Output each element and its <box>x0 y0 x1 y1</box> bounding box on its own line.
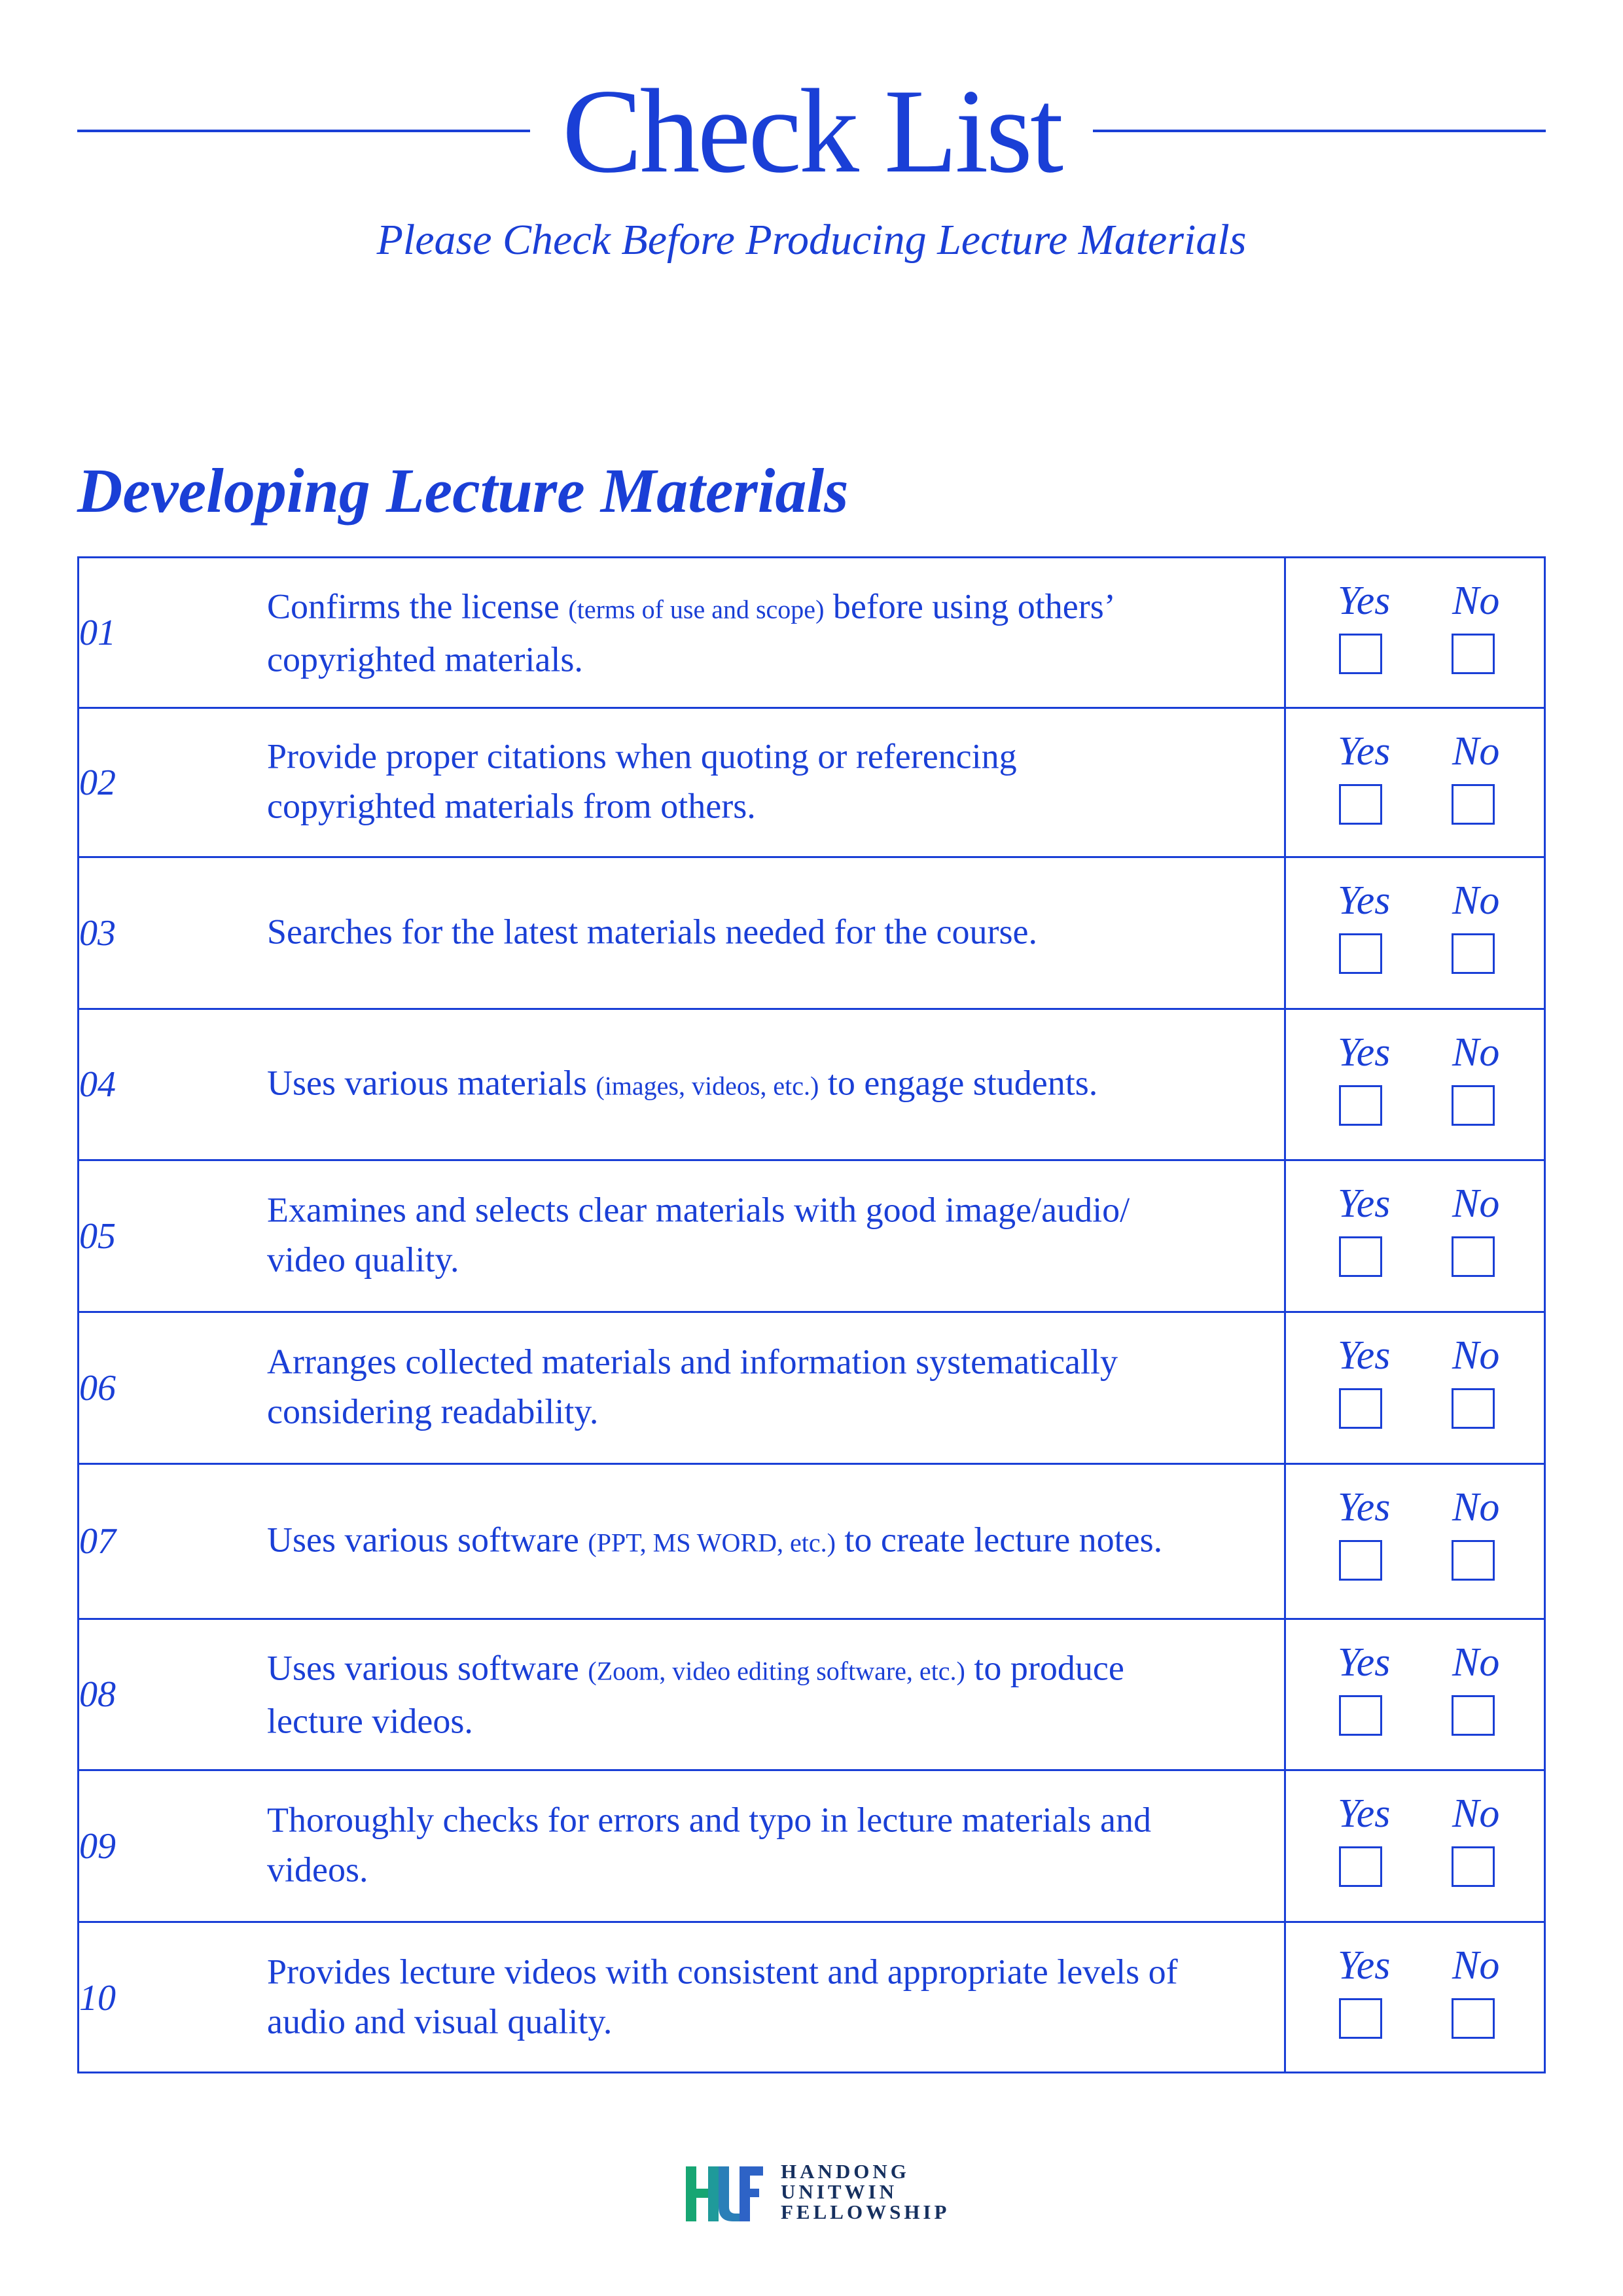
no-checkbox[interactable] <box>1452 1998 1495 2039</box>
no-checkbox[interactable] <box>1452 1695 1495 1736</box>
item-text-pre: Uses various software <box>267 1648 588 1688</box>
item-text-pre: Provide proper citations when quoting or referencing copyrighted materials from others. <box>267 736 1017 825</box>
yes-checkbox[interactable] <box>1339 1846 1382 1887</box>
checklist-row <box>79 1769 1544 1921</box>
checklist-row <box>79 856 1544 1008</box>
item-description <box>267 1336 1183 1439</box>
item-text-small: (images, videos, etc.) <box>596 1071 819 1101</box>
item-text-post: before using others’ copyrighted materials. <box>267 586 1113 679</box>
yes-label: Yes <box>1338 1333 1391 1378</box>
no-checkbox[interactable] <box>1452 784 1495 825</box>
page-subtitle: Please Check Before Producing Lecture Materials <box>376 216 1247 264</box>
item-text-pre: Provides lecture videos with consistent and appropriate levels of audio and visual quality. <box>267 1952 1178 2041</box>
page-title: Check List <box>562 64 1061 198</box>
yes-checkbox[interactable] <box>1339 933 1382 974</box>
logo-line-1: HANDONG <box>781 2160 910 2183</box>
item-text-post: to create lecture notes. <box>835 1520 1163 1560</box>
yes-checkbox[interactable] <box>1339 1388 1382 1429</box>
item-text-pre: Thoroughly checks for errors and typo in lecture materials and videos. <box>267 1800 1152 1889</box>
checklist-row <box>79 1921 1544 2073</box>
yes-checkbox[interactable] <box>1339 784 1382 825</box>
checklist-row <box>79 1159 1544 1311</box>
huf-logo-mark-icon <box>686 2161 764 2224</box>
item-description <box>267 1795 1183 1897</box>
yes-label: Yes <box>1338 1030 1391 1075</box>
item-text-small: (PPT, MS WORD, etc.) <box>588 1528 836 1558</box>
checklist-table <box>77 556 1546 2073</box>
no-checkbox[interactable] <box>1452 933 1495 974</box>
item-number: 09 <box>79 1825 116 1867</box>
no-checkbox[interactable] <box>1452 1540 1495 1581</box>
no-checkbox[interactable] <box>1452 1388 1495 1429</box>
yes-label: Yes <box>1338 1181 1391 1226</box>
no-label: No <box>1452 1640 1500 1685</box>
item-description <box>267 906 1183 960</box>
yes-checkbox[interactable] <box>1339 1085 1382 1126</box>
item-description <box>267 1185 1183 1287</box>
item-description <box>267 581 1183 684</box>
no-label: No <box>1452 1943 1500 1988</box>
yes-checkbox[interactable] <box>1339 1695 1382 1736</box>
item-text-small: (terms of use and scope) <box>568 594 825 624</box>
section-heading: Developing Lecture Materials <box>77 456 849 526</box>
logo-line-3: FELLOWSHIP <box>781 2200 950 2223</box>
item-number: 04 <box>79 1064 116 1105</box>
yes-checkbox[interactable] <box>1339 1236 1382 1277</box>
item-number: 07 <box>79 1521 116 1562</box>
handong-unitwin-logo <box>686 2161 948 2227</box>
checklist-row <box>79 558 1544 707</box>
yes-label: Yes <box>1338 1791 1391 1836</box>
item-description <box>267 1515 1183 1568</box>
checklist-row <box>79 1618 1544 1769</box>
item-number: 08 <box>79 1674 116 1715</box>
item-number: 01 <box>79 612 116 653</box>
no-label: No <box>1452 1791 1500 1836</box>
no-label: No <box>1452 1030 1500 1075</box>
item-description <box>267 1058 1183 1111</box>
item-number: 06 <box>79 1367 116 1408</box>
no-label: No <box>1452 878 1500 923</box>
item-text-post: to produce lecture videos. <box>267 1648 1124 1741</box>
yes-label: Yes <box>1338 878 1391 923</box>
item-text-pre: Confirms the license <box>267 586 569 626</box>
item-text-pre: Searches for the latest materials needed for the course. <box>267 912 1037 951</box>
title-rule-right <box>1093 130 1546 132</box>
item-number: 03 <box>79 912 116 954</box>
item-description <box>267 1946 1183 2049</box>
no-label: No <box>1452 1485 1500 1530</box>
checklist-row <box>79 707 1544 856</box>
item-number: 05 <box>79 1215 116 1257</box>
item-number: 10 <box>79 1977 116 2018</box>
logo-wordmark <box>781 2161 950 2222</box>
yes-label: Yes <box>1338 729 1391 774</box>
no-checkbox[interactable] <box>1452 1236 1495 1277</box>
yes-label: Yes <box>1338 1640 1391 1685</box>
item-description <box>267 731 1183 834</box>
item-description <box>267 1643 1183 1746</box>
item-text-pre: Examines and selects clear materials with good image/audio/ video quality. <box>267 1190 1130 1279</box>
title-block <box>77 59 1546 203</box>
checklist-row <box>79 1463 1544 1618</box>
yes-label: Yes <box>1338 1943 1391 1988</box>
no-checkbox[interactable] <box>1452 1846 1495 1887</box>
item-number: 02 <box>79 762 116 803</box>
item-text-pre: Arranges collected materials and information systematically considering readability. <box>267 1342 1118 1431</box>
checklist-row <box>79 1008 1544 1159</box>
no-checkbox[interactable] <box>1452 1085 1495 1126</box>
no-label: No <box>1452 1333 1500 1378</box>
checklist-row <box>79 1311 1544 1463</box>
item-text-post: to engage students. <box>819 1063 1098 1103</box>
item-text-pre: Uses various software <box>267 1520 588 1560</box>
no-label: No <box>1452 729 1500 774</box>
item-text-pre: Uses various materials <box>267 1063 596 1103</box>
yes-checkbox[interactable] <box>1339 1540 1382 1581</box>
no-label: No <box>1452 579 1500 623</box>
no-checkbox[interactable] <box>1452 634 1495 674</box>
logo-line-2: UNITWIN <box>781 2180 897 2203</box>
item-text-small: (Zoom, video editing software, etc.) <box>588 1656 965 1686</box>
yes-label: Yes <box>1338 1485 1391 1530</box>
yes-checkbox[interactable] <box>1339 634 1382 674</box>
yes-label: Yes <box>1338 579 1391 623</box>
yes-checkbox[interactable] <box>1339 1998 1382 2039</box>
no-label: No <box>1452 1181 1500 1226</box>
